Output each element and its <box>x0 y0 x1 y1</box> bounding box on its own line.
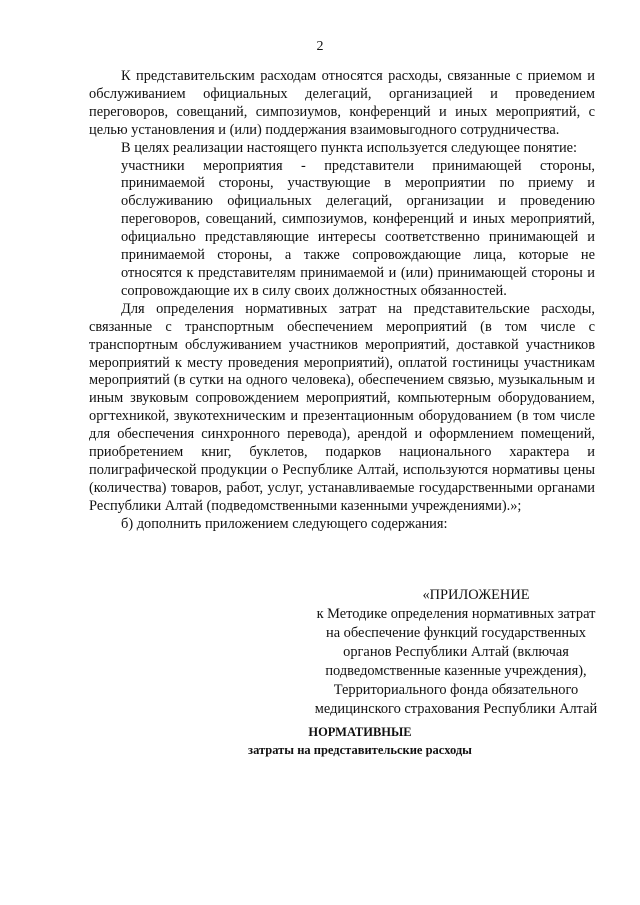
page-number: 2 <box>316 39 324 54</box>
appendix-line: подведомственные казенные учреждения), <box>325 663 587 679</box>
appendix-line: медицинского страхования Республики Алтай <box>314 701 598 717</box>
appendix-header <box>300 586 612 719</box>
paragraph-amendment: б) дополнить приложением следующего содержания: <box>121 515 448 532</box>
section-title-sub: затраты на представительские расходы <box>248 743 472 757</box>
document-body <box>89 68 595 534</box>
paragraph-definition-intro: В целях реализации настоящего пункта используется следующее понятие: <box>121 139 578 156</box>
appendix-line: на обеспечение функций государственных <box>326 625 586 641</box>
appendix-line: к Методике определения нормативных затрат <box>316 606 596 622</box>
section-title <box>120 723 600 759</box>
appendix-heading: «ПРИЛОЖЕНИЕ <box>422 587 530 603</box>
section-title-main: НОРМАТИВНЫЕ <box>308 725 412 739</box>
paragraph-participants-definition: участники мероприятия - представители принимающей стороны, принимаемой стороны, участвующие в мероприятии по приему и обслуживанию официальных делегаций, организации и проведению переговоров, совещаний, симпозиумов, конференций и иных мероприятий, официально представляющие интересы соответственно принимающей и принимаемой стороны, а также сопровождающие лица, которые не относятся к представителям принимаемой и (или) принимающей стороны и сопровождающие их в силу своих должностных обязанностей. <box>121 157 595 299</box>
appendix-line: органов Республики Алтай (включая <box>343 644 569 660</box>
paragraph-representative-expenses: К представительским расходам относятся расходы, связанные с приемом и обслуживанием официальных делегаций, организацией и проведением переговоров, совещаний, симпозиумов, конференций и иных мероприятий, с целью установления и (или) поддержания взаимовыгодного сотрудничества. <box>89 68 595 138</box>
paragraph-normative-costs: Для определения нормативных затрат на представительские расходы, связанные с транспортным обеспечением мероприятий (в том числе с транспортным обслуживанием участников мероприятий, доставкой участников мероприятий к месту проведения мероприятий), оплатой гостиницы участникам мероприятий (в сутки на одного человека), обеспечением связью, музыкальным и иным звуковым сопровождением мероприятий, компьютерным оборудованием, оргтехникой, звукотехническим и презентационным оборудованием (в том числе для обеспечения синхронного перевода), арендой и оформлением помещений, приобретением книг, буклетов, подарков национального характера и полиграфической продукции о Республике Алтай, используются нормативы цены (количества) товаров, работ, услуг, устанавливаемые государственными органами Республики Алтай (подведомственными казенными учреждениями).»; <box>89 300 595 514</box>
appendix-line: Территориального фонда обязательного <box>333 682 579 698</box>
